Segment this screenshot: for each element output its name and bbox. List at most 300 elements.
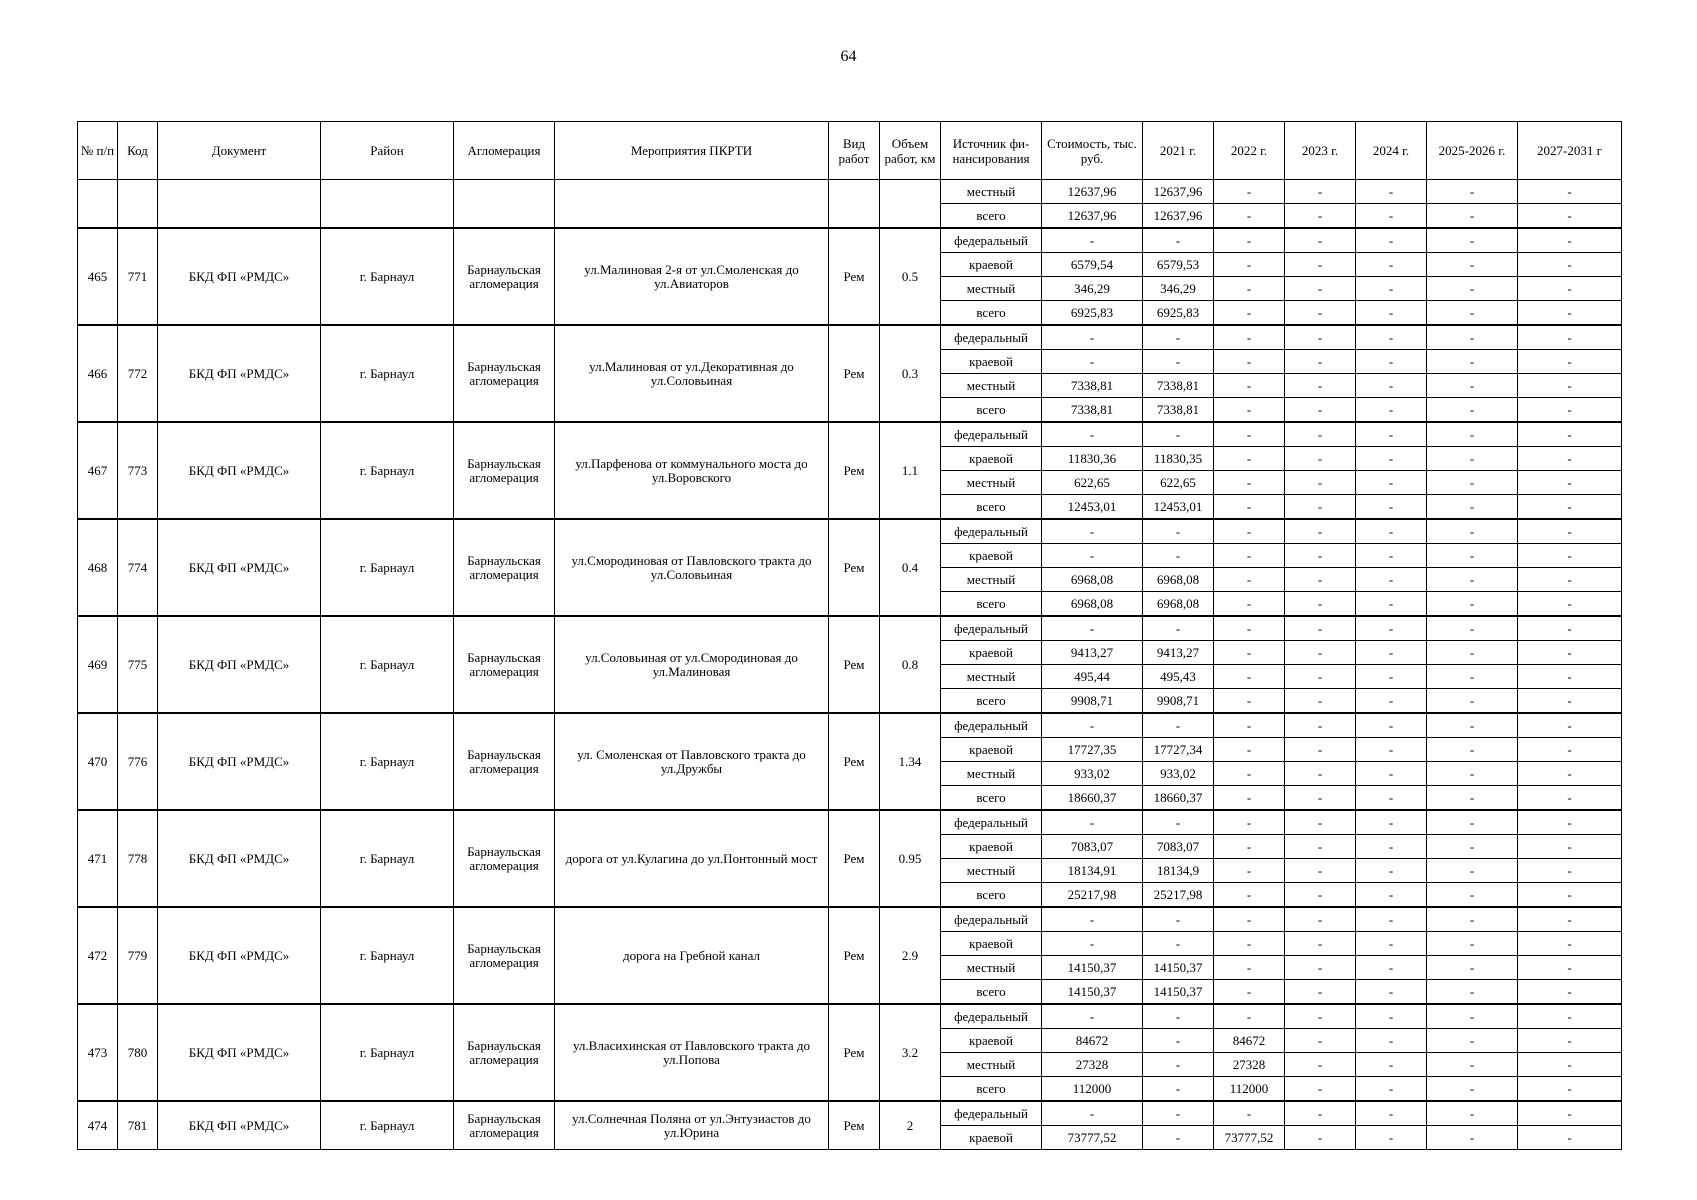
cell-funding-source: краевой: [941, 1126, 1042, 1150]
cell-number: 473: [78, 1004, 118, 1101]
cell-2025-2026: -: [1427, 1053, 1518, 1077]
cell-2022: -: [1214, 495, 1285, 520]
cell-2022: -: [1214, 738, 1285, 762]
cell-2027-2031: -: [1518, 641, 1622, 665]
cell-2025-2026: -: [1427, 350, 1518, 374]
cell-2024: -: [1356, 398, 1427, 423]
cell-2021: -: [1143, 544, 1214, 568]
header-code: Код: [118, 122, 158, 180]
table-row: [78, 325, 1622, 350]
cell-code: 774: [118, 519, 158, 616]
cell-2023: -: [1285, 519, 1356, 544]
cell-2022: -: [1214, 228, 1285, 253]
cell-2025-2026: -: [1427, 374, 1518, 398]
cell-2027-2031: -: [1518, 398, 1622, 423]
cell-2022: 73777,52: [1214, 1126, 1285, 1150]
cell-2025-2026: -: [1427, 277, 1518, 301]
header-volume: Объем работ, км: [880, 122, 941, 180]
cell-2024: -: [1356, 228, 1427, 253]
cell-volume: 0.4: [880, 519, 941, 616]
cell-2024: -: [1356, 301, 1427, 326]
cell-work-type: [829, 180, 880, 229]
table-row: [78, 713, 1622, 738]
cell-2024: -: [1356, 1126, 1427, 1150]
cell-work-type: Рем: [829, 810, 880, 907]
cell-event: ул.Малиновая 2-я от ул.Смоленская до ул.Авиаторов: [555, 228, 829, 325]
cell-2024: -: [1356, 471, 1427, 495]
cell-number: 471: [78, 810, 118, 907]
cell-district: [321, 180, 454, 229]
cell-2025-2026: -: [1427, 398, 1518, 423]
cell-2023: -: [1285, 544, 1356, 568]
cell-funding-source: всего: [941, 495, 1042, 520]
cell-cost: -: [1042, 544, 1143, 568]
cell-2022: -: [1214, 665, 1285, 689]
cell-2024: -: [1356, 932, 1427, 956]
cell-2024: -: [1356, 1077, 1427, 1102]
cell-2023: -: [1285, 980, 1356, 1005]
cell-2023: -: [1285, 835, 1356, 859]
cell-2024: -: [1356, 253, 1427, 277]
cell-event: ул.Власихинская от Павловского тракта до ул.Попова: [555, 1004, 829, 1101]
cell-2023: -: [1285, 350, 1356, 374]
cell-2024: -: [1356, 422, 1427, 447]
cell-cost: 27328: [1042, 1053, 1143, 1077]
cell-cost: -: [1042, 519, 1143, 544]
header-2023: 2023 г.: [1285, 122, 1356, 180]
cell-2027-2031: -: [1518, 544, 1622, 568]
cell-funding-source: местный: [941, 956, 1042, 980]
cell-cost: 7338,81: [1042, 398, 1143, 423]
cell-2021: 14150,37: [1143, 980, 1214, 1005]
cell-funding-source: всего: [941, 301, 1042, 326]
cell-2024: -: [1356, 374, 1427, 398]
cell-2024: -: [1356, 1004, 1427, 1029]
cell-2027-2031: -: [1518, 1029, 1622, 1053]
cell-district: г. Барнаул: [321, 1004, 454, 1101]
cell-2022: -: [1214, 374, 1285, 398]
cell-2025-2026: -: [1427, 932, 1518, 956]
table-row: [78, 519, 1622, 544]
cell-2022: -: [1214, 835, 1285, 859]
cell-volume: [880, 180, 941, 229]
cell-event: ул.Смородиновая от Павловского тракта до ул.Соловьиная: [555, 519, 829, 616]
cell-2021: 17727,34: [1143, 738, 1214, 762]
cell-2021: -: [1143, 1053, 1214, 1077]
header-agglomeration: Агломерация: [454, 122, 555, 180]
financing-table: [77, 121, 1622, 1150]
cell-2023: -: [1285, 713, 1356, 738]
cell-work-type: Рем: [829, 519, 880, 616]
cell-volume: 2: [880, 1101, 941, 1150]
cell-2022: 84672: [1214, 1029, 1285, 1053]
header-number: № п/п: [78, 122, 118, 180]
cell-number: 472: [78, 907, 118, 1004]
cell-cost: 9413,27: [1042, 641, 1143, 665]
cell-2023: -: [1285, 738, 1356, 762]
cell-2021: -: [1143, 325, 1214, 350]
cell-number: 470: [78, 713, 118, 810]
cell-funding-source: местный: [941, 762, 1042, 786]
cell-agglomeration: Барнаульская агломерация: [454, 325, 555, 422]
cell-2025-2026: -: [1427, 738, 1518, 762]
cell-funding-source: местный: [941, 471, 1042, 495]
header-2022: 2022 г.: [1214, 122, 1285, 180]
cell-2021: -: [1143, 1101, 1214, 1126]
cell-2023: -: [1285, 1101, 1356, 1126]
cell-2027-2031: -: [1518, 253, 1622, 277]
cell-2024: -: [1356, 447, 1427, 471]
cell-funding-source: краевой: [941, 738, 1042, 762]
cell-funding-source: краевой: [941, 932, 1042, 956]
cell-funding-source: федеральный: [941, 422, 1042, 447]
cell-2025-2026: -: [1427, 447, 1518, 471]
table-row: [78, 228, 1622, 253]
cell-2023: -: [1285, 641, 1356, 665]
cell-2027-2031: -: [1518, 228, 1622, 253]
cell-2027-2031: -: [1518, 956, 1622, 980]
cell-2024: -: [1356, 519, 1427, 544]
cell-cost: 933,02: [1042, 762, 1143, 786]
cell-cost: -: [1042, 616, 1143, 641]
page-number: 64: [840, 48, 857, 65]
cell-2025-2026: -: [1427, 810, 1518, 835]
cell-2025-2026: -: [1427, 519, 1518, 544]
cell-2024: -: [1356, 616, 1427, 641]
cell-2021: 18134,9: [1143, 859, 1214, 883]
cell-document: БКД ФП «РМДС»: [158, 1101, 321, 1150]
cell-cost: -: [1042, 350, 1143, 374]
table-row: [78, 422, 1622, 447]
cell-2027-2031: -: [1518, 859, 1622, 883]
cell-2025-2026: -: [1427, 616, 1518, 641]
cell-cost: 6968,08: [1042, 592, 1143, 617]
cell-cost: 18134,91: [1042, 859, 1143, 883]
cell-2025-2026: -: [1427, 204, 1518, 229]
cell-2025-2026: -: [1427, 228, 1518, 253]
cell-2022: -: [1214, 859, 1285, 883]
header-work-type: Вид работ: [829, 122, 880, 180]
cell-2027-2031: -: [1518, 835, 1622, 859]
cell-funding-source: всего: [941, 1077, 1042, 1102]
cell-2024: -: [1356, 956, 1427, 980]
header-document: Документ: [158, 122, 321, 180]
cell-code: 779: [118, 907, 158, 1004]
cell-2023: -: [1285, 907, 1356, 932]
cell-2022: -: [1214, 180, 1285, 204]
cell-funding-source: местный: [941, 374, 1042, 398]
cell-2025-2026: -: [1427, 641, 1518, 665]
cell-2022: -: [1214, 616, 1285, 641]
cell-code: 775: [118, 616, 158, 713]
cell-agglomeration: Барнаульская агломерация: [454, 713, 555, 810]
cell-cost: 14150,37: [1042, 956, 1143, 980]
cell-2021: 7338,81: [1143, 374, 1214, 398]
cell-2023: -: [1285, 1029, 1356, 1053]
cell-2024: -: [1356, 689, 1427, 714]
cell-2025-2026: -: [1427, 835, 1518, 859]
header-2027-2031: 2027-2031 г: [1518, 122, 1622, 180]
cell-2025-2026: -: [1427, 253, 1518, 277]
cell-2023: -: [1285, 325, 1356, 350]
cell-work-type: Рем: [829, 713, 880, 810]
cell-2025-2026: -: [1427, 544, 1518, 568]
cell-2027-2031: -: [1518, 907, 1622, 932]
cell-funding-source: всего: [941, 689, 1042, 714]
cell-2023: -: [1285, 495, 1356, 520]
cell-2023: -: [1285, 762, 1356, 786]
cell-2027-2031: -: [1518, 786, 1622, 811]
cell-funding-source: местный: [941, 1053, 1042, 1077]
cell-document: БКД ФП «РМДС»: [158, 325, 321, 422]
cell-2027-2031: -: [1518, 713, 1622, 738]
cell-2025-2026: -: [1427, 180, 1518, 204]
cell-2024: -: [1356, 810, 1427, 835]
cell-document: БКД ФП «РМДС»: [158, 810, 321, 907]
cell-2022: -: [1214, 568, 1285, 592]
cell-cost: 12637,96: [1042, 204, 1143, 229]
cell-2027-2031: -: [1518, 471, 1622, 495]
cell-2025-2026: -: [1427, 495, 1518, 520]
cell-number: 467: [78, 422, 118, 519]
cell-2022: -: [1214, 689, 1285, 714]
cell-cost: 6925,83: [1042, 301, 1143, 326]
cell-district: г. Барнаул: [321, 519, 454, 616]
cell-funding-source: федеральный: [941, 1004, 1042, 1029]
cell-funding-source: федеральный: [941, 1101, 1042, 1126]
cell-cost: -: [1042, 932, 1143, 956]
cell-2027-2031: -: [1518, 277, 1622, 301]
cell-2025-2026: -: [1427, 568, 1518, 592]
cell-event: ул.Парфенова от коммунального моста до ул.Воровского: [555, 422, 829, 519]
cell-2024: -: [1356, 592, 1427, 617]
cell-2022: -: [1214, 713, 1285, 738]
cell-2025-2026: -: [1427, 883, 1518, 908]
cell-2023: -: [1285, 471, 1356, 495]
cell-cost: -: [1042, 810, 1143, 835]
header-2025-2026: 2025-2026 г.: [1427, 122, 1518, 180]
cell-work-type: Рем: [829, 907, 880, 1004]
cell-funding-source: краевой: [941, 1029, 1042, 1053]
cell-funding-source: местный: [941, 277, 1042, 301]
cell-agglomeration: Барнаульская агломерация: [454, 616, 555, 713]
cell-funding-source: местный: [941, 859, 1042, 883]
cell-cost: -: [1042, 228, 1143, 253]
cell-2022: -: [1214, 786, 1285, 811]
cell-2024: -: [1356, 762, 1427, 786]
cell-cost: 17727,35: [1042, 738, 1143, 762]
cell-volume: 0.3: [880, 325, 941, 422]
cell-cost: 25217,98: [1042, 883, 1143, 908]
cell-2027-2031: -: [1518, 301, 1622, 326]
cell-2025-2026: -: [1427, 1029, 1518, 1053]
cell-cost: 7338,81: [1042, 374, 1143, 398]
cell-2023: -: [1285, 228, 1356, 253]
cell-2027-2031: -: [1518, 1053, 1622, 1077]
cell-cost: 6968,08: [1042, 568, 1143, 592]
cell-2021: 7083,07: [1143, 835, 1214, 859]
cell-2027-2031: -: [1518, 1004, 1622, 1029]
cell-document: БКД ФП «РМДС»: [158, 228, 321, 325]
cell-2022: -: [1214, 422, 1285, 447]
cell-2023: -: [1285, 1053, 1356, 1077]
cell-2023: -: [1285, 1126, 1356, 1150]
cell-2024: -: [1356, 641, 1427, 665]
table-row: [78, 1101, 1622, 1126]
header-2021: 2021 г.: [1143, 122, 1214, 180]
cell-2024: -: [1356, 568, 1427, 592]
cell-2021: 11830,35: [1143, 447, 1214, 471]
cell-2027-2031: -: [1518, 374, 1622, 398]
cell-2025-2026: -: [1427, 665, 1518, 689]
cell-2027-2031: -: [1518, 180, 1622, 204]
cell-document: БКД ФП «РМДС»: [158, 422, 321, 519]
cell-cost: -: [1042, 907, 1143, 932]
cell-district: г. Барнаул: [321, 713, 454, 810]
cell-2027-2031: -: [1518, 762, 1622, 786]
cell-cost: 7083,07: [1042, 835, 1143, 859]
cell-2023: -: [1285, 301, 1356, 326]
cell-2024: -: [1356, 1029, 1427, 1053]
table-row: [78, 616, 1622, 641]
cell-2024: -: [1356, 495, 1427, 520]
cell-document: БКД ФП «РМДС»: [158, 1004, 321, 1101]
cell-funding-source: федеральный: [941, 907, 1042, 932]
cell-2024: -: [1356, 1053, 1427, 1077]
cell-agglomeration: [454, 180, 555, 229]
cell-2024: -: [1356, 204, 1427, 229]
cell-document: [158, 180, 321, 229]
cell-document: БКД ФП «РМДС»: [158, 907, 321, 1004]
cell-cost: 18660,37: [1042, 786, 1143, 811]
cell-2022: -: [1214, 301, 1285, 326]
cell-funding-source: всего: [941, 204, 1042, 229]
header-district: Район: [321, 122, 454, 180]
cell-2023: -: [1285, 786, 1356, 811]
cell-agglomeration: Барнаульская агломерация: [454, 810, 555, 907]
cell-2025-2026: -: [1427, 471, 1518, 495]
cell-2021: -: [1143, 1004, 1214, 1029]
cell-cost: -: [1042, 713, 1143, 738]
cell-2025-2026: -: [1427, 956, 1518, 980]
cell-2021: -: [1143, 422, 1214, 447]
cell-2023: -: [1285, 810, 1356, 835]
cell-agglomeration: Барнаульская агломерация: [454, 907, 555, 1004]
cell-funding-source: краевой: [941, 447, 1042, 471]
cell-event: [555, 180, 829, 229]
cell-2021: -: [1143, 810, 1214, 835]
cell-2024: -: [1356, 835, 1427, 859]
cell-2025-2026: -: [1427, 592, 1518, 617]
cell-2022: -: [1214, 447, 1285, 471]
cell-2024: -: [1356, 544, 1427, 568]
cell-district: г. Барнаул: [321, 422, 454, 519]
cell-volume: 0.95: [880, 810, 941, 907]
cell-2025-2026: -: [1427, 301, 1518, 326]
cell-2027-2031: -: [1518, 810, 1622, 835]
cell-funding-source: краевой: [941, 253, 1042, 277]
cell-2021: 25217,98: [1143, 883, 1214, 908]
cell-code: 771: [118, 228, 158, 325]
cell-2027-2031: -: [1518, 350, 1622, 374]
cell-2023: -: [1285, 398, 1356, 423]
table-body: [78, 180, 1622, 1150]
cell-2025-2026: -: [1427, 786, 1518, 811]
cell-code: 781: [118, 1101, 158, 1150]
cell-district: г. Барнаул: [321, 907, 454, 1004]
cell-2022: -: [1214, 980, 1285, 1005]
cell-district: г. Барнаул: [321, 810, 454, 907]
cell-funding-source: местный: [941, 665, 1042, 689]
cell-2022: -: [1214, 883, 1285, 908]
cell-2027-2031: -: [1518, 568, 1622, 592]
cell-2023: -: [1285, 932, 1356, 956]
cell-code: 778: [118, 810, 158, 907]
cell-2021: 9413,27: [1143, 641, 1214, 665]
cell-2027-2031: -: [1518, 495, 1622, 520]
cell-2022: -: [1214, 1004, 1285, 1029]
cell-2021: -: [1143, 350, 1214, 374]
cell-2023: -: [1285, 180, 1356, 204]
cell-cost: 11830,36: [1042, 447, 1143, 471]
cell-2024: -: [1356, 786, 1427, 811]
cell-2021: 12453,01: [1143, 495, 1214, 520]
cell-2021: 9908,71: [1143, 689, 1214, 714]
cell-code: 773: [118, 422, 158, 519]
cell-2025-2026: -: [1427, 907, 1518, 932]
cell-2027-2031: -: [1518, 665, 1622, 689]
cell-2023: -: [1285, 592, 1356, 617]
cell-volume: 0.5: [880, 228, 941, 325]
cell-cost: -: [1042, 1004, 1143, 1029]
cell-2022: -: [1214, 810, 1285, 835]
cell-event: ул.Солнечная Поляна от ул.Энтузиастов до ул.Юрина: [555, 1101, 829, 1150]
cell-funding-source: краевой: [941, 544, 1042, 568]
cell-2021: -: [1143, 1126, 1214, 1150]
cell-2021: -: [1143, 713, 1214, 738]
cell-2027-2031: -: [1518, 447, 1622, 471]
cell-funding-source: всего: [941, 786, 1042, 811]
cell-2027-2031: -: [1518, 932, 1622, 956]
cell-number: [78, 180, 118, 229]
cell-district: г. Барнаул: [321, 1101, 454, 1150]
cell-work-type: Рем: [829, 228, 880, 325]
header-funding-source: Источник фи-нансирования: [941, 122, 1042, 180]
cell-funding-source: всего: [941, 883, 1042, 908]
cell-2023: -: [1285, 253, 1356, 277]
cell-cost: 84672: [1042, 1029, 1143, 1053]
cell-2024: -: [1356, 859, 1427, 883]
cell-number: 466: [78, 325, 118, 422]
cell-2021: -: [1143, 616, 1214, 641]
cell-funding-source: федеральный: [941, 616, 1042, 641]
cell-2022: -: [1214, 471, 1285, 495]
cell-event: дорога от ул.Кулагина до ул.Понтонный мост: [555, 810, 829, 907]
cell-work-type: Рем: [829, 1101, 880, 1150]
cell-funding-source: федеральный: [941, 325, 1042, 350]
cell-cost: 12637,96: [1042, 180, 1143, 204]
cell-2027-2031: -: [1518, 592, 1622, 617]
cell-event: ул. Смоленская от Павловского тракта до ул.Дружбы: [555, 713, 829, 810]
cell-volume: 0.8: [880, 616, 941, 713]
cell-cost: 73777,52: [1042, 1126, 1143, 1150]
cell-2025-2026: -: [1427, 422, 1518, 447]
cell-2027-2031: -: [1518, 325, 1622, 350]
cell-2021: 933,02: [1143, 762, 1214, 786]
cell-2024: -: [1356, 907, 1427, 932]
cell-document: БКД ФП «РМДС»: [158, 519, 321, 616]
table-row: [78, 907, 1622, 932]
